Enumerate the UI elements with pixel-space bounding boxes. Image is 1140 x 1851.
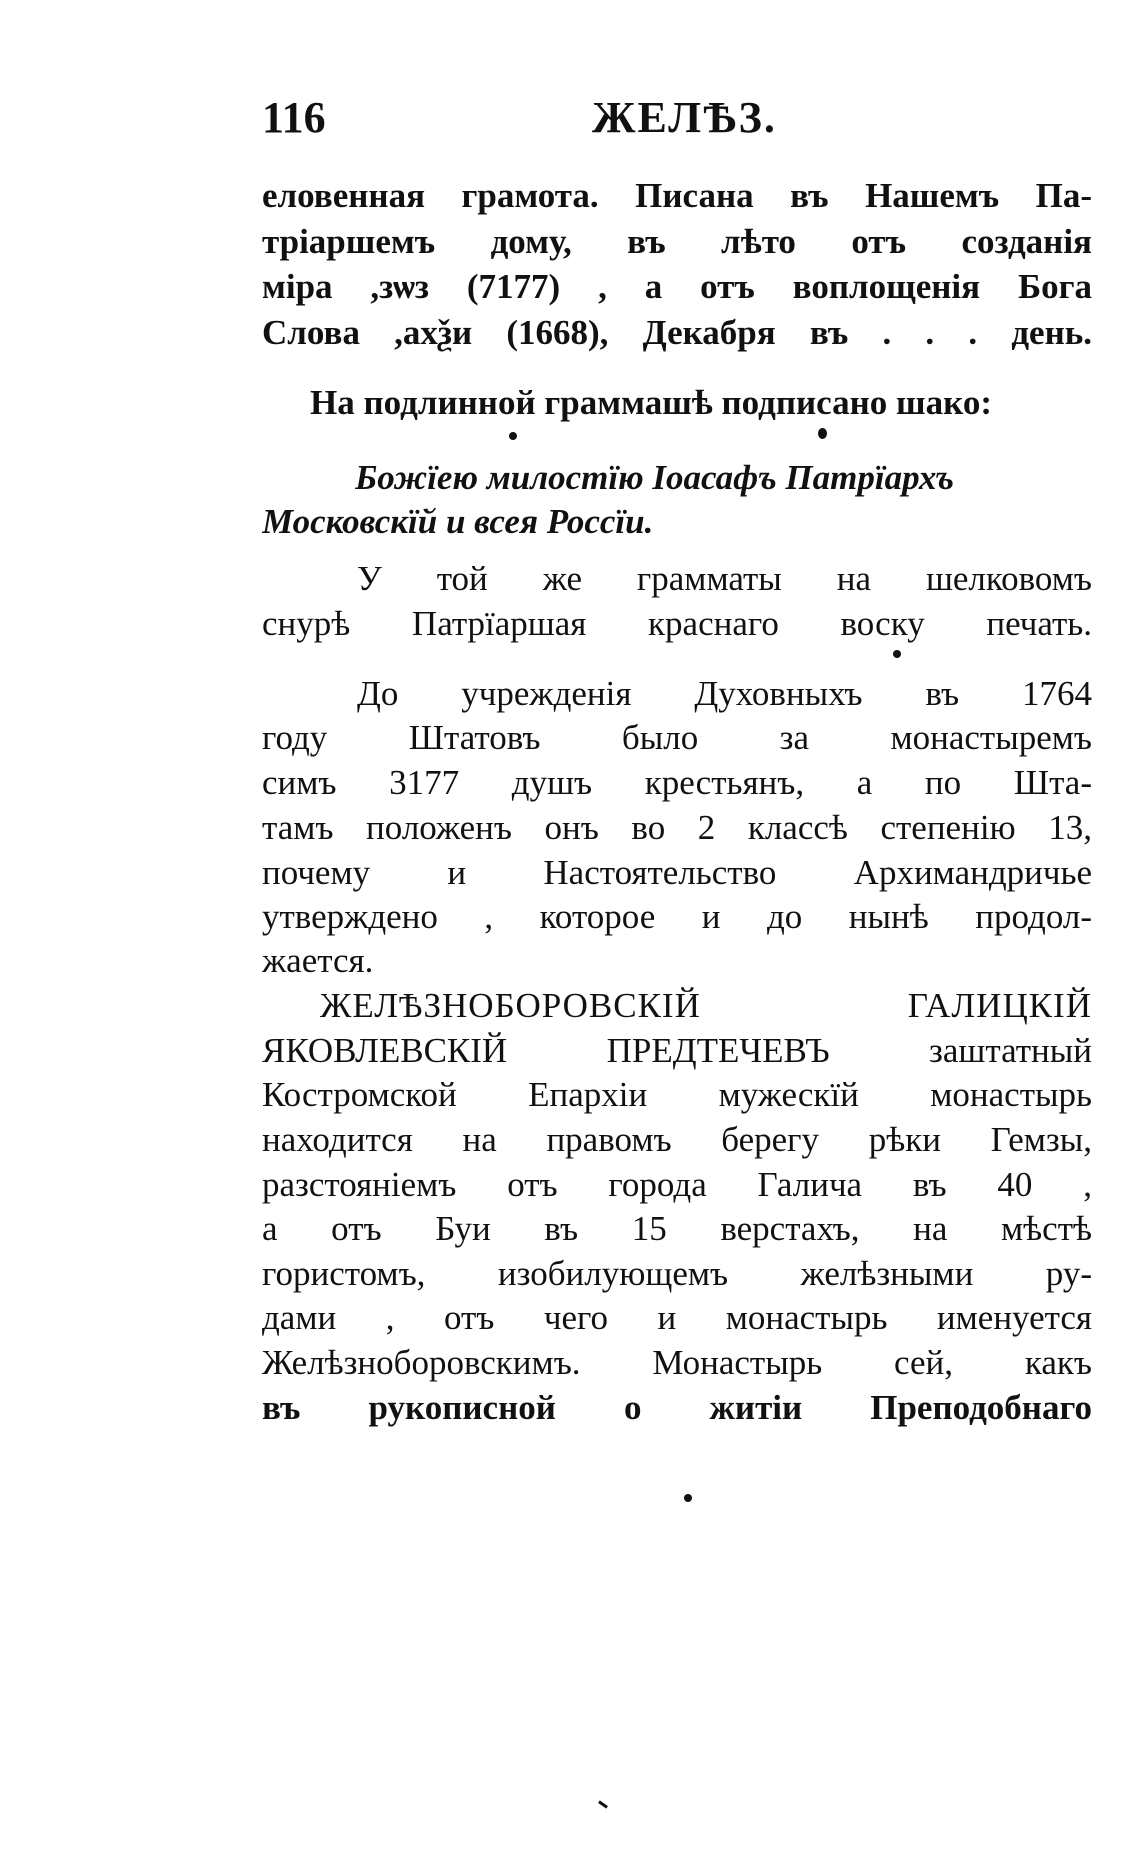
text-line-13: тамъ положенъ онъ во 2 классѣ степенію 13, [262, 808, 1092, 847]
text-line-16: жается. [262, 941, 374, 980]
text-line-22: а отъ Буи въ 15 верстахъ, на мѣстѣ [262, 1209, 1092, 1248]
ink-speck [893, 650, 901, 658]
running-head: ЖЕЛѢЗ. [592, 93, 777, 142]
text-line-1: еловенная грамота. Писана въ Нашемъ Па- [262, 176, 1092, 215]
text-line-20: находится на правомъ берегу рѣки Гемзы, [262, 1120, 1092, 1159]
signature-line-2: Московскїй и всея Россїи. [262, 502, 654, 541]
text-line-5: На подлинной граммашѣ подписано шако: [310, 383, 992, 422]
ink-speck [509, 432, 517, 440]
text-line-10: До учрежденія Духовныхъ въ 1764 [357, 674, 1092, 713]
text-line-24: дами , отъ чего и монастырь именуется [262, 1298, 1092, 1337]
text-line-11: году Штатовъ было за монастыремъ [262, 718, 1092, 757]
text-line-4: Слова ,ахѯи (1668), Декабря въ . . . день. [262, 313, 1092, 352]
text-line-15: утверждено , которое и до нынѣ продол- [262, 897, 1092, 936]
section-heading-line-1: ЖЕЛѢЗНОБОРОВСКIЙ ГАЛИЦКIЙ [320, 986, 1092, 1025]
ink-speck [598, 1800, 608, 1808]
text-line-3: міра ,зѡз (7177) , а отъ воплощенія Бога [262, 267, 1092, 306]
text-line-23: гористомъ, изобилующемъ желѣзными ру- [262, 1254, 1092, 1293]
text-line-8: У той же грамматы на шелковомъ [357, 559, 1092, 598]
page-header [262, 92, 1092, 152]
text-line-26: въ рукописной о житіи Преподобнаго [262, 1388, 1092, 1427]
ink-speck [684, 1494, 692, 1502]
signature-line-1: Божїею милостїю Іоасафъ Патрїархъ [355, 458, 954, 497]
ink-speck [818, 428, 827, 439]
text-line-14: почему и Настоятельство Архимандричье [262, 853, 1092, 892]
text-line-21: разстояніемъ отъ города Галича въ 40 , [262, 1165, 1092, 1204]
text-line-2: тріаршемъ дому, въ лѣто отъ созданія [262, 222, 1092, 261]
text-line-12: симъ 3177 душъ крестьянъ, а по Шта- [262, 763, 1092, 802]
text-line-9: снурѣ Патрїаршая краснаго воску печать. [262, 604, 1092, 643]
text-line-19: Костромской Епархіи мужескїй монастырь [262, 1075, 1092, 1114]
page-number: 116 [262, 93, 326, 142]
text-line-25: Желѣзноборовскимъ. Монастырь сей, какъ [262, 1343, 1092, 1382]
section-heading-line-2: ЯКОВЛЕВСКIЙ ПРЕДТЕЧЕВЪ заштатный [262, 1031, 1092, 1070]
